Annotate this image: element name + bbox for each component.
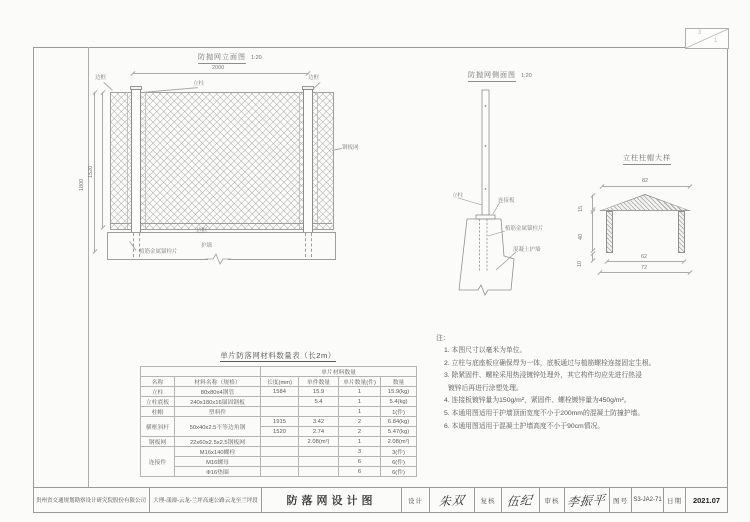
- table-cell: 6: [339, 467, 381, 477]
- figno-cell: [632, 488, 664, 512]
- elevation-dim-left-inner: 1520: [88, 165, 94, 178]
- title-block: [33, 487, 727, 512]
- table-cell: M16螺母: [175, 457, 261, 467]
- table-row: [141, 407, 417, 417]
- title-block-drawing-title-cell: [262, 488, 402, 512]
- table-cell: 1: [339, 387, 381, 397]
- table-cell: 柱帽: [141, 407, 175, 417]
- table-cell: 3(件): [381, 447, 417, 457]
- check-signature: 伍纪: [506, 492, 535, 509]
- cap-title: [623, 153, 671, 165]
- table-cell: [299, 467, 339, 477]
- table-cell: 连接件: [141, 447, 175, 477]
- side-label-post: 立柱: [452, 193, 464, 199]
- table-cell: [299, 457, 339, 467]
- materials-table-body: [141, 367, 417, 477]
- table-cell: [261, 407, 299, 417]
- cap-dim-line-outer: [600, 272, 690, 273]
- side-label-anchor: 植筋金属锚栓片: [505, 226, 544, 232]
- table-cell: 2.08(m²): [381, 437, 417, 447]
- title-block-project-cell: [150, 488, 262, 512]
- elevation-dim-line-top: [133, 73, 308, 74]
- notes-list: [444, 345, 655, 433]
- side-title: [468, 70, 532, 82]
- note-line: 4. 连接板镀锌量为150g/m²，紧固件、螺栓镀锌量为450g/m²。: [444, 397, 631, 405]
- figno-value: S3-JA2-71: [633, 497, 662, 503]
- cap-wall-left: [606, 211, 613, 253]
- table-cell: 1(件): [381, 407, 417, 417]
- table-cell: [261, 467, 299, 477]
- table-cell: 5.4: [299, 397, 339, 407]
- cap-dim-left-lip: 10: [577, 260, 583, 267]
- elevation-wall-right: [335, 232, 336, 260]
- elevation-wall-top: [107, 232, 335, 233]
- elevation-label-anchor: 植筋金属锚栓片: [139, 249, 178, 255]
- table-cell: 立柱底板: [141, 397, 175, 407]
- elevation-dim-line-inner: [102, 92, 103, 228]
- binding-margin-line: [88, 47, 89, 487]
- table-cell: 5.4(kg): [381, 397, 417, 407]
- side-scale: 1:20: [521, 73, 532, 79]
- notes-heading: 注：: [436, 335, 450, 342]
- table-cell: [261, 447, 299, 457]
- design-label: 设计: [408, 497, 423, 505]
- table-cell: 3.42: [299, 417, 339, 427]
- table-cell: 名称: [141, 377, 175, 387]
- date-cell: [686, 488, 727, 512]
- review-signature: 李振平: [566, 492, 608, 509]
- side-label-plate: 连接板: [498, 198, 515, 204]
- note-line: 镀锌后再进行涂塑处理。: [448, 384, 523, 392]
- elevation-scale: 1:20: [251, 55, 262, 61]
- table-cell: 6(件): [381, 467, 417, 477]
- sheet-number-top: 3: [698, 30, 702, 36]
- cap-roof-bottom-line: [600, 210, 690, 211]
- elevation-wall-bottom-left: [107, 259, 208, 260]
- elevation-dim-top: 2000: [212, 65, 225, 71]
- elevation-frame-line-1: [127, 92, 128, 229]
- elevation-anchor-right: [305, 233, 312, 257]
- design-label-cell: [402, 488, 430, 512]
- table-cell: 立柱: [141, 387, 175, 397]
- elevation-wall-bottom-right: [228, 259, 335, 260]
- table-cell: 1915: [261, 417, 299, 427]
- table-row: [141, 447, 417, 457]
- table-cell: [261, 397, 299, 407]
- sheet-number-diagonal: [686, 29, 728, 48]
- drawing-title: 防落网设计图: [286, 495, 377, 507]
- note-line: 5. 本通用图适用于护墙顶面宽度不小于200mm的混凝土防撞护墙。: [444, 409, 645, 417]
- table-cell: 15.9(kg): [381, 387, 417, 397]
- note-line: 3. 除紧固件、螺栓采用热浸镀锌处理外，其它构件均应先进行热浸: [444, 372, 642, 380]
- note-line: 2. 立柱与底座板应确保焊为一体，底板通过与植筋螺栓连接固定生根。: [444, 359, 656, 367]
- elevation-title: [198, 52, 262, 64]
- table-cell: 6: [339, 457, 381, 467]
- project-name: 大理-漾濞-云龙-兰坪高速公路云龙至兰坪段: [153, 498, 258, 504]
- table-cell: 1520: [261, 427, 299, 437]
- elevation-label-post: 立柱: [193, 81, 205, 87]
- table-cell: 塑料件: [175, 407, 261, 417]
- table-row: [141, 367, 417, 377]
- elevation-frame-line-4: [317, 92, 318, 229]
- elevation-label-wall: 护墙: [201, 243, 213, 249]
- table-cell: 单片数量(件): [339, 377, 381, 387]
- table-cell: 2: [339, 417, 381, 427]
- side-title-text: 防抛网侧面图: [468, 70, 516, 82]
- elevation-frame-line-3: [299, 92, 300, 229]
- elevation-dim-left-outer: 1800: [79, 178, 85, 191]
- check-signature-cell: [502, 488, 540, 512]
- elevation-post-left: [131, 89, 141, 233]
- cap-dim-left-wall: 40: [578, 233, 584, 240]
- table-cell: [141, 367, 261, 377]
- elevation-title-text: 防抛网立面图: [198, 52, 246, 64]
- date-label-cell: [664, 488, 686, 512]
- cap-dim-line-roof: [592, 195, 593, 210]
- cap-dim-line-lip: [592, 253, 593, 261]
- cap-wall-right: [678, 211, 685, 253]
- table-cell: 钢板网: [141, 437, 175, 447]
- table-row: [141, 417, 417, 427]
- table-cell: 单片材料数量: [261, 367, 417, 377]
- elevation-bottom-rail: [110, 223, 332, 224]
- table-row: [141, 457, 417, 467]
- materials-table: [140, 366, 417, 477]
- title-block-company-cell: [33, 488, 150, 512]
- table-cell: [261, 457, 299, 467]
- table-cell: 1584: [261, 387, 299, 397]
- elevation-dim-line-outer: [94, 92, 95, 252]
- cap-dim-bottom-outer: 72: [641, 265, 648, 271]
- sheet-number-box: [685, 28, 729, 49]
- table-cell: 3: [339, 447, 381, 457]
- review-label-cell: [540, 488, 565, 512]
- table-cell: 单件数量: [299, 377, 339, 387]
- cap-dim-left-roof: 15: [578, 205, 584, 212]
- elevation-frame-line-2: [145, 92, 146, 229]
- elevation-mesh-panel: [110, 92, 334, 230]
- elevation-label-left-top: 边框: [95, 75, 107, 81]
- materials-table-title: [140, 350, 416, 361]
- check-label: 复核: [480, 497, 496, 505]
- elevation-label-right-top: 边框: [308, 75, 320, 81]
- table-cell: 数量: [381, 377, 417, 387]
- table-cell: 1: [339, 397, 381, 407]
- table-cell: 1: [339, 437, 381, 447]
- table-cell: 80x80x4钢管: [175, 387, 261, 397]
- table-row: [141, 377, 417, 387]
- table-cell: Φ16垫圈: [175, 467, 261, 477]
- table-row: [141, 387, 417, 397]
- date-value: 2021.07: [692, 495, 721, 505]
- table-cell: 横框斜杆: [141, 417, 175, 437]
- table-cell: 22x60x2.5x2.5钢板网: [175, 437, 261, 447]
- side-label-wall: 混凝土护墙: [513, 247, 541, 253]
- table-row: [141, 397, 417, 407]
- design-signature-cell: [430, 488, 475, 512]
- table-cell: 长度(mm): [261, 377, 299, 387]
- materials-table-title-text: 单片防落网材料数量表（长2m）: [220, 351, 336, 360]
- table-cell: 2.74: [299, 427, 339, 437]
- figno-label-cell: [610, 488, 632, 512]
- review-label: 审核: [544, 497, 560, 505]
- elevation-break-symbol: [205, 253, 231, 265]
- table-cell: 6.84(kg): [381, 417, 417, 427]
- table-row: [141, 437, 417, 447]
- company-name: 贵州省交通规划勘察设计研究院股份有限公司: [35, 498, 146, 504]
- table-cell: [261, 437, 299, 447]
- table-cell: [299, 447, 339, 457]
- date-label: 日期: [667, 497, 682, 505]
- table-cell: 材料名称（规格）: [175, 377, 261, 387]
- elevation-wall-left: [107, 232, 108, 260]
- table-cell: 6(件): [381, 457, 417, 467]
- table-cell: 240x180x16锚固钢板: [175, 397, 261, 407]
- cap-dim-line-top: [602, 186, 690, 187]
- cap-dim-top: 82: [642, 178, 649, 184]
- cap-dim-line-wall: [592, 211, 593, 251]
- review-signature-cell: [565, 488, 610, 512]
- note-line: 6. 本通用图适用于混凝土护墙高度不小于90cm情况。: [444, 422, 605, 430]
- table-cell: 15.9: [299, 387, 339, 397]
- note-line: 1. 本图尺寸以毫米为单位。: [444, 347, 527, 354]
- cap-dim-line-inner: [607, 261, 684, 262]
- table-cell: 2.08(m²): [299, 437, 339, 447]
- table-cell: [299, 407, 339, 417]
- elevation-post-right: [303, 89, 313, 233]
- figno-label: 图号: [613, 497, 628, 505]
- table-row: [141, 467, 417, 477]
- table-cell: M16x140螺栓: [175, 447, 261, 457]
- table-cell: 5.47(kg): [381, 427, 417, 437]
- check-label-cell: [475, 488, 502, 512]
- cap-dim-bottom-inner: 62: [641, 254, 648, 260]
- design-signature: 朱双: [438, 492, 466, 509]
- table-cell: 2: [339, 427, 381, 437]
- table-cell: 1: [339, 407, 381, 417]
- elevation-label-bottom-frame: 边框: [196, 228, 208, 234]
- sheet-number-bottom: 1: [714, 38, 718, 44]
- elevation-label-mesh: 钢板网: [342, 145, 359, 151]
- cap-title-text: 立柱柱帽大样: [623, 153, 671, 165]
- table-cell: 50x40x2.5不等边角钢: [175, 417, 261, 437]
